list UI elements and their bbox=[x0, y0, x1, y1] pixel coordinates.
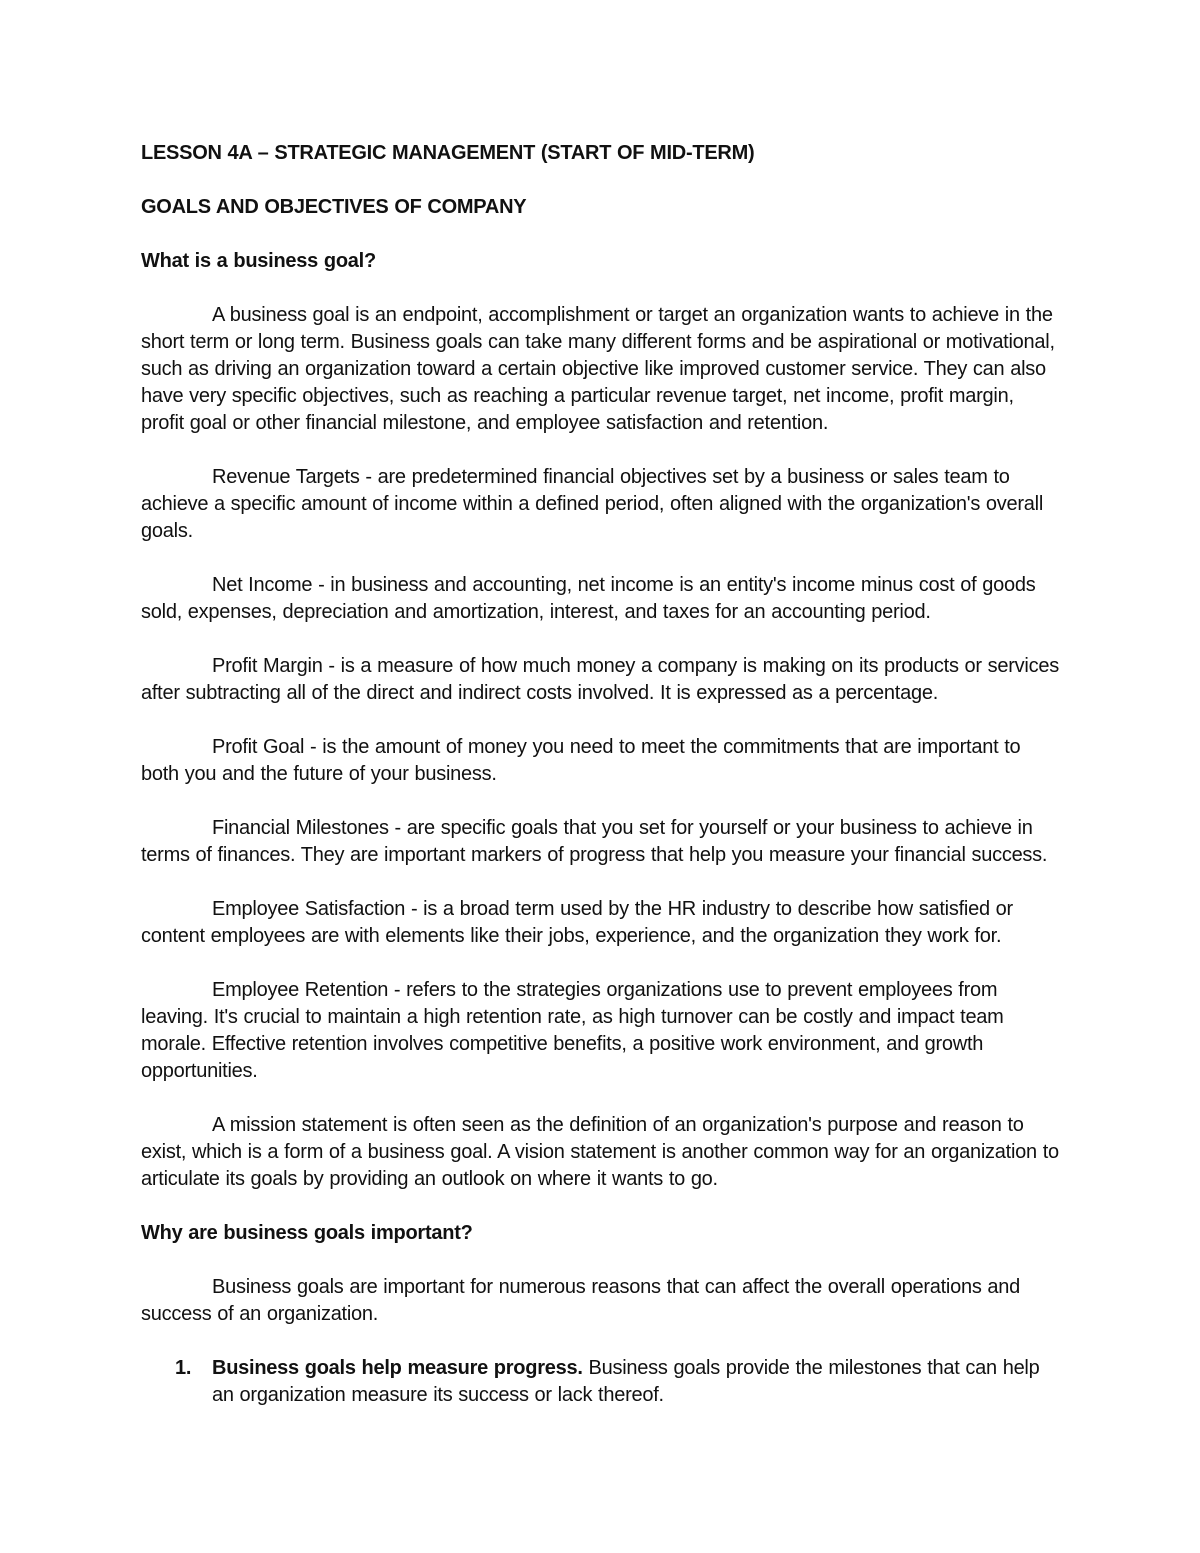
definition-text: - is a broad term used by the HR industry to describe how satisfied or content employees are with elements like their jobs, experience, and the organization they work for. bbox=[141, 898, 1013, 947]
definition-text: - is the amount of money you need to meet the commitments that are important to both you and the future of your business. bbox=[141, 736, 1021, 785]
list-item-text: Business goals provide the milestones that can help an organization measure its success or lack thereof. bbox=[212, 1357, 1040, 1406]
importance-paragraph: Business goals are important for numerous reasons that can affect the overall operations and success of an organization. bbox=[141, 1276, 1021, 1325]
lesson-title: LESSON 4A – STRATEGIC MANAGEMENT (START OF MID-TERM) bbox=[141, 142, 755, 164]
definition-text: - is a measure of how much money a company is making on its products or services after subtracting all of the direct and indirect costs involved. It is expressed as a percentage. bbox=[141, 655, 1059, 704]
definition-financial-milestones bbox=[141, 815, 1061, 869]
section-heading: GOALS AND OBJECTIVES OF COMPANY bbox=[141, 196, 527, 218]
definition-profit-goal bbox=[141, 734, 1061, 788]
question-heading-importance: Why are business goals important? bbox=[141, 1222, 473, 1244]
definition-revenue-targets bbox=[141, 464, 1061, 545]
definition-text: - are predetermined financial objectives set by a business or sales team to achieve a specific amount of income within a defined period, often aligned with the organization's overall goals. bbox=[141, 466, 1044, 542]
document-body bbox=[141, 140, 1061, 1436]
definition-net-income bbox=[141, 572, 1061, 626]
mission-statement-paragraph: A mission statement is often seen as the definition of an organization's purpose and reason to exist, which is a form of a business goal. A vision statement is another common way for an organization to articulate its goals by providing an outlook on where it wants to go. bbox=[141, 1114, 1059, 1190]
list-item-number: 1. bbox=[175, 1357, 192, 1379]
definition-profit-margin bbox=[141, 653, 1061, 707]
definition-term: Financial Milestones bbox=[212, 817, 389, 839]
definition-employee-retention bbox=[141, 977, 1061, 1085]
definition-text: - in business and accounting, net income is an entity's income minus cost of goods sold, expenses, depreciation and amortization, interest, and taxes for an accounting period. bbox=[141, 574, 1036, 623]
definition-term: Employee Retention bbox=[212, 979, 389, 1001]
definition-term: Employee Satisfaction bbox=[212, 898, 406, 920]
list-item-lead: Business goals help measure progress. bbox=[212, 1357, 583, 1379]
question-heading-business-goal: What is a business goal? bbox=[141, 250, 376, 272]
definition-term: Net Income bbox=[212, 574, 313, 596]
definition-term: Revenue Targets bbox=[212, 466, 360, 488]
intro-paragraph: A business goal is an endpoint, accomplishment or target an organization wants to achieve in the short term or long term. Business goals can take many different forms and be aspirational or motivational, such as driving an organization toward a certain objective like improved customer service. They can also have very specific objectives, such as reaching a particular revenue target, net income, profit margin, profit goal or other financial milestone, and employee satisfaction and retention. bbox=[141, 304, 1055, 434]
definition-term: Profit Goal bbox=[212, 736, 305, 758]
definition-employee-satisfaction bbox=[141, 896, 1061, 950]
reasons-list bbox=[141, 1355, 1061, 1409]
list-item bbox=[141, 1355, 1061, 1409]
definition-text: - are specific goals that you set for yourself or your business to achieve in terms of finances. They are important markers of progress that help you measure your financial success. bbox=[141, 817, 1048, 866]
definition-term: Profit Margin bbox=[212, 655, 323, 677]
definition-text: - refers to the strategies organizations use to prevent employees from leaving. It's crucial to maintain a high retention rate, as high turnover can be costly and impact team morale. Effective retention involves competitive benefits, a positive work environment, and growth opportunities. bbox=[141, 979, 1004, 1082]
